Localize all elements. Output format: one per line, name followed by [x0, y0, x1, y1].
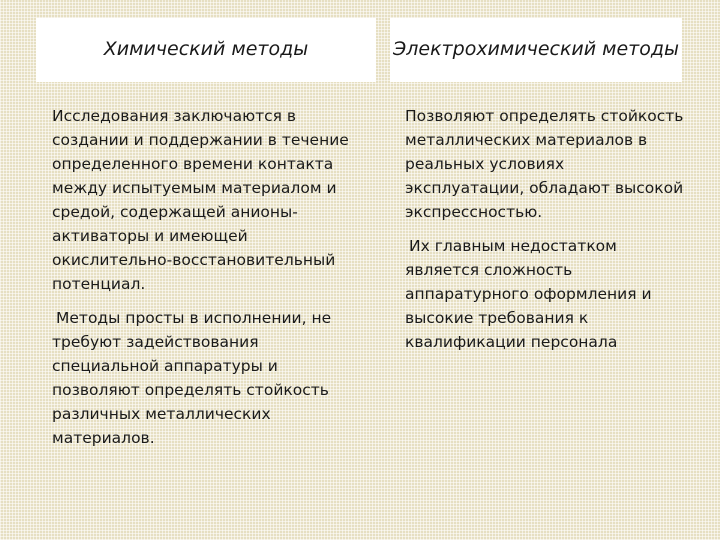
left-paragraph-1: Исследования заключаются в создании и поддержании в течение определенного времени контакта между испытуемым материалом и средой, содержащей анионы-активаторы и имеющей окислительно-восстановительный потенциал. — [52, 107, 349, 294]
left-column-body — [52, 104, 364, 460]
right-paragraph-2: Их главным недостатком является сложность аппаратурного оформления и высокие требования к квалификации персонала — [405, 237, 652, 352]
left-column-header-text: Химический методы — [103, 38, 309, 61]
right-paragraph-1: Позволяют определять стойкость металлических материалов в реальных условиях эксплуатации, обладают высокой экспрессностью. — [405, 107, 684, 222]
right-column-body — [405, 104, 687, 364]
left-paragraph-2: Методы просты в исполнении, не требуют задействования специальной аппаратуры и позволяют определять стойкость различных металлических материалов. — [52, 309, 332, 448]
right-column-header — [390, 18, 682, 82]
right-column-header-text: Электрохимический методы — [392, 38, 680, 61]
left-column-header — [36, 18, 376, 82]
